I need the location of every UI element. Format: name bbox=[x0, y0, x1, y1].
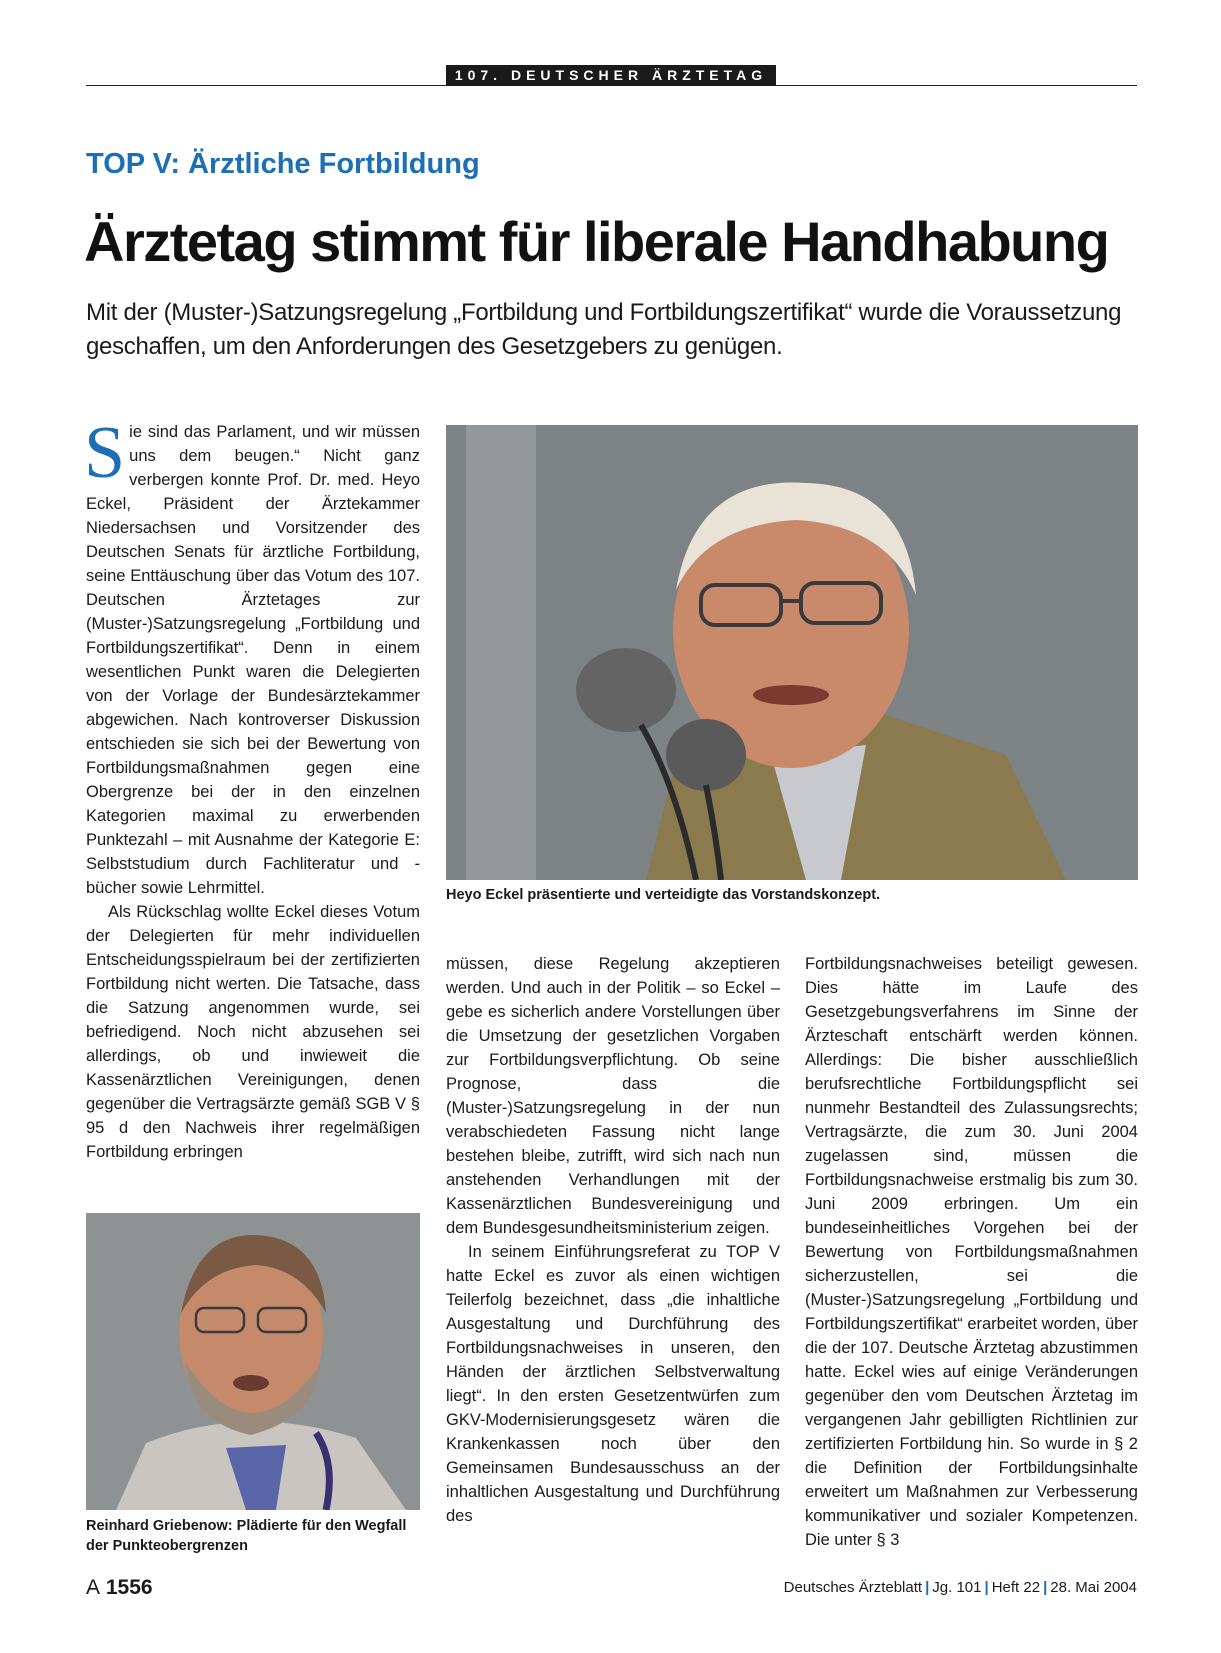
paragraph: Als Rückschlag wollte Eckel dieses Votum der Delegierten für mehr individuellen Entscheidungsspielraum bei der zertifizierten Fortbildung nicht werten. Die Tatsache, dass die Satzung angenommen wurde, sei befriedigend. Noch nicht abzusehen sei allerdings, ob und inwieweit die Kassenärztlichen Vereinigungen, denen gegenüber die Vertragsärzte gemäß SGB V § 95 d den Nachweis ihrer regelmäßigen Fortbildung erbringen bbox=[86, 903, 420, 1161]
paragraph: Fortbildungsnachweises beteiligt gewesen. Dies hätte im Laufe des Gesetzgebungsverfahrens im Sinne der Ärzteschaft entschärft werden können. Allerdings: Die bisher ausschließlich berufsrechtliche Fortbildungspflicht sei nunmehr Bestandteil des Zulassungsrechts; Vertragsärzte, die zum 30. Juni 2004 zugelassen sind, müssen die Fortbildungsnachweise erstmalig bis zum 30. Juni 2009 erbringen. Um ein bundeseinheitliches Vorgehen bei der Bewertung von Fortbildungsmaßnahmen sicherzustellen, sei die (Muster-)Satzungsregelung „Fortbildung und Fortbildungszertifikat“ erarbeitet worden, über die der 107. Deutsche Ärztetag abzustimmen hatte. Eckel wies auf einige Veränderungen gegenüber den vom Deutschen Ärztetag im vergangenen Jahr gebilligten Richtlinien zur zertifizierten Fortbildung hin. So wurde in § 2 die Definition der Fortbildungsinhalte erweitert um Maßnahmen zur Verbesserung kommunikativer und sozialer Kompetenzen. Die unter § 3 bbox=[805, 955, 1138, 1549]
speaker-image bbox=[86, 1213, 420, 1510]
footer-journal-info: Deutsches Ärzteblatt | Jg. 101 | Heft 22 | 28. Mai 2004 bbox=[783, 1579, 1137, 1596]
column-right bbox=[805, 952, 1138, 1552]
paragraph bbox=[84, 412, 420, 900]
topline: TOP V: Ärztliche Fortbildung bbox=[86, 148, 480, 180]
drop-cap: S bbox=[84, 412, 126, 494]
journal-date: 28. Mai 2004 bbox=[1050, 1579, 1137, 1596]
intro-text: Mit der (Muster-)Satzungsregelung „Fortbildung und Fortbildungszertifikat“ wurde die Voraussetzung geschaffen, um den Anforderungen des Gesetzgebers zu genügen. bbox=[86, 299, 1122, 360]
journal-volume: Jg. 101 bbox=[932, 1579, 982, 1596]
photo-caption: Heyo Eckel präsentierte und verteidigte das Vorstandskonzept. bbox=[446, 887, 881, 903]
paragraph: müssen, diese Regelung akzeptieren werden. Und auch in der Politik – so Eckel – gebe es sicherlich andere Vorstellungen über die Umsetzung der gesetzlichen Vorgaben zur Fortbildungsverpflichtung. Ob seine Prognose, dass die (Muster-)Satzungsregelung in der nun verabschiedeten Fassung nicht lange bestehen bleibe, zutrifft, wird sich nach nun anstehenden Verhandlungen mit der Kassenärztlichen Bundesvereinigung und dem Bundesgesundheitsministerium zeigen. bbox=[446, 955, 780, 1237]
page-number bbox=[86, 1576, 153, 1600]
page-number-value: 1556 bbox=[105, 1576, 153, 1599]
photo-reinhard-griebenow bbox=[86, 1213, 420, 1510]
speaker-image bbox=[446, 425, 1138, 880]
paragraph: In seinem Einführungsreferat zu TOP V hatte Eckel es zuvor als einen wichtigen Teilerfolg bezeichnet, dass „die inhaltliche Ausgestaltung und Durchführung des Fortbildungsnachweises in unseren, den Händen der ärztlichen Selbstverwaltung liegt“. In den ersten Gesetzentwürfen zum GKV-Modernisierungsgesetz wären die Krankenkassen noch über den Gemeinsamen Bundesausschuss an der inhaltlichen Ausgestaltung und Durchführung des bbox=[446, 1243, 780, 1525]
column-middle bbox=[446, 952, 780, 1528]
headline: Ärztetag stimmt für liberale Handhabung bbox=[84, 210, 1109, 273]
column-left bbox=[84, 412, 420, 1164]
section-label: 107. DEUTSCHER ÄRZTETAG bbox=[446, 65, 776, 86]
journal-name: Deutsches Ärzteblatt bbox=[783, 1579, 923, 1596]
paragraph-text: ie sind das Parlament, und wir müssen uns dem beugen.“ Nicht ganz verbergen konnte Prof. Dr. med. Heyo Eckel, Präsident der Ärztekammer Niedersachsen und Vorsitzender des Deutschen Senats für ärztliche Fortbildung, seine Enttäuschung über das Votum des 107. Deutschen Ärztetages zur (Muster-)Satzungsregelung „Fortbildung und Fortbildungszertifikat“. Denn in einem wesentlichen Punkt waren die Delegierten von der Vorlage der Bundesärztekammer abgewichen. Nach kontroverser Diskussion entschieden sie sich bei der Bewertung von Fortbildungsmaßnahmen gegen eine Obergrenze bei der in den einzelnen Kategorien maximal zu erwerbenden Punktezahl – mit Ausnahme der Kategorie E: Selbststudium durch Fachliteratur und -bücher sowie Lehrmittel. bbox=[86, 423, 420, 897]
page-prefix: A bbox=[86, 1576, 101, 1599]
journal-issue: Heft 22 bbox=[991, 1579, 1041, 1596]
photo-caption: Reinhard Griebenow: Plädierte für den Wegfall der Punkteobergrenzen bbox=[86, 1518, 407, 1554]
photo-heyo-eckel bbox=[446, 425, 1138, 880]
